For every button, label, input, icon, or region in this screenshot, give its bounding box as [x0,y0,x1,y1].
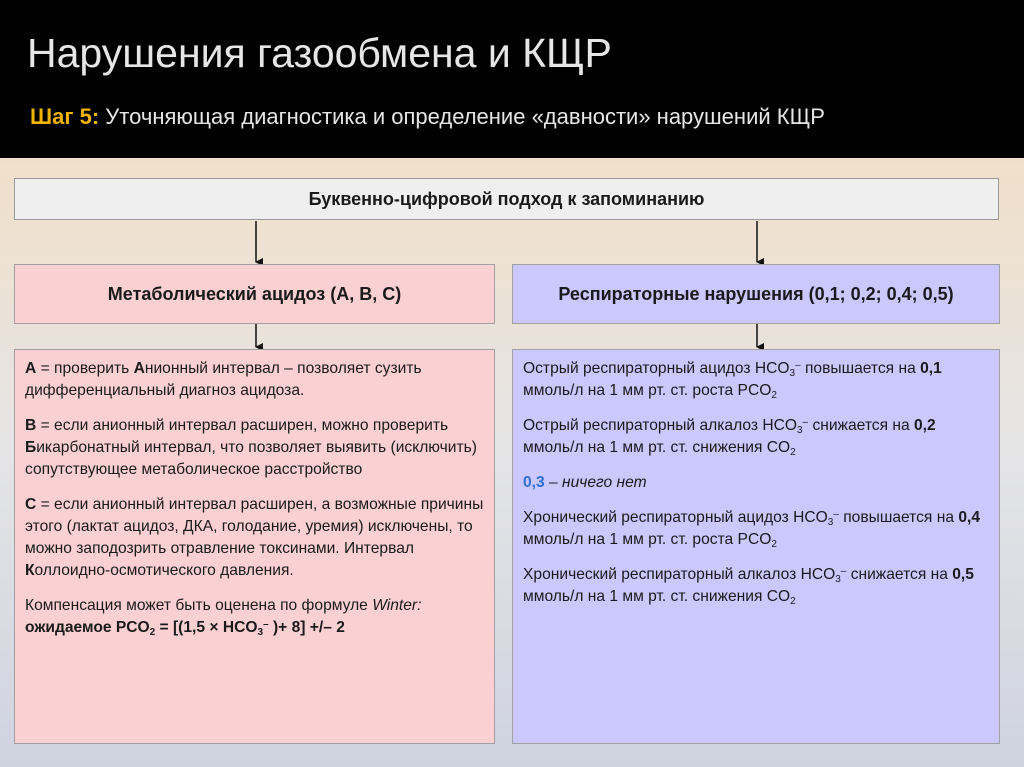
respiratory-header [512,264,1000,324]
item-b: B = если анионный интервал расширен, можно проверить Бикарбонатный интервал, что позволяет выявить (исключить) сопутствующее метаболическое расстройство [25,417,477,478]
acute-resp-acidosis: Острый респираторный ацидоз $HCO_3^-$ повышается на 0,1 ммоль/л на 1 мм рт. ст. роста $PCO_2$ [523,360,942,401]
zero-three-note: 0,3 – ничего нет [523,474,647,491]
winter-formula: Компенсация может быть оценена по формуле Winter: ожидаемое $PCO_2 = [(1,5 \times HCO_3^-$ )+ 8] +/– 2 [25,597,422,638]
chronic-resp-alkalosis: Хронический респираторный алкалоз $HCO_3^-$ снижается на 0,5 ммоль/л на 1 мм рт. ст. снижения $CO_2$ [523,566,974,607]
item-c: C = если анионный интервал расширен, а возможные причины этого (лактат ацидоз, ДКА, голодание, уремия) исключены, то можно заподозрить отравление токсинами. Интервал Коллоидно-осмотического давления. [25,496,484,579]
respiratory-header-label: Респираторные нарушения (0,1; 0,2; 0,4; 0,5) [558,283,954,304]
metabolic-details-box [14,349,495,744]
step-text: Уточняющая диагностика и определение «давности» нарушений КЩР [99,104,825,129]
metabolic-header-label: Метаболический ацидоз (A, B, C) [107,283,402,304]
respiratory-details-box [512,349,1000,744]
item-a: A = проверить Анионный интервал – позволяет сузить дифференциальный диагноз ацидоза. [25,360,422,399]
step-label: Шаг 5: [30,104,100,129]
mnemonic-approach-label: Буквенно-цифровой подход к запоминанию [308,188,705,209]
slide-title: Нарушения газообмена и КЩР [27,30,612,76]
chronic-resp-acidosis: Хронический респираторный ацидоз $HCO_3^-$ повышается на 0,4 ммоль/л на 1 мм рт. ст. роста $PCO_2$ [523,509,981,550]
metabolic-acidosis-header [14,264,495,324]
acute-resp-alkalosis: Острый респираторный алкалоз $HCO_3^-$ снижается на 0,2 ммоль/л на 1 мм рт. ст. снижения $CO_2$ [523,417,936,458]
